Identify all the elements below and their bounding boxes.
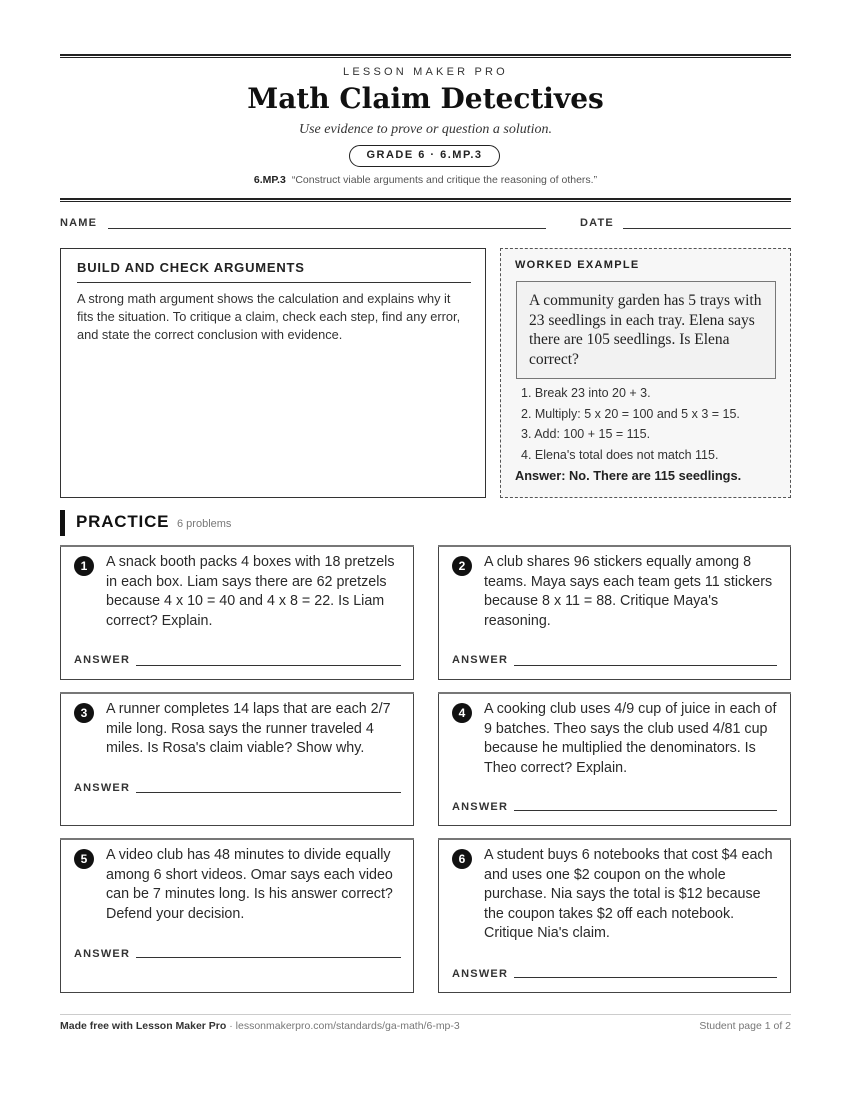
problem-number-badge: 4	[452, 703, 472, 723]
answer-line-2[interactable]	[514, 665, 777, 666]
worked-step: 2. Multiply: 5 x 20 = 100 and 5 x 3 = 15.	[521, 406, 740, 421]
problem-card-1	[60, 545, 414, 680]
footer-divider	[60, 1014, 791, 1015]
answer-line-5[interactable]	[136, 957, 401, 958]
problem-text: A club shares 96 stickers equally among 8 teams. Maya says each team gets 11 stickers because 8 x 11 = 88. Critique Maya's reasoning.	[484, 554, 773, 629]
answer-label: ANSWER	[452, 968, 509, 980]
answer-line-3[interactable]	[136, 792, 401, 793]
practice-count: 6 problems	[177, 518, 232, 530]
problem-number-badge: 5	[74, 849, 94, 869]
build-check-body: A strong math argument shows the calculation and explains why it fits the situation. To critique a claim, check each step, find any error, and state the correct conclusion with evidence.	[77, 291, 461, 342]
footer-credit	[60, 1020, 460, 1032]
footer-made-with: Made free with Lesson Maker Pro	[60, 1020, 227, 1032]
worked-step: 4. Elena's total does not match 115.	[521, 447, 719, 462]
name-field[interactable]	[108, 228, 546, 229]
answer-label: ANSWER	[452, 801, 509, 813]
worked-example-steps	[521, 383, 740, 465]
practice-title: PRACTICE	[76, 512, 170, 531]
standard-text: “Construct viable arguments and critique the reasoning of others.”	[291, 174, 598, 186]
header-top-rule	[60, 54, 791, 58]
answer-line-6[interactable]	[514, 977, 777, 978]
worked-step: 1. Break 23 into 20 + 3.	[521, 386, 651, 400]
answer-label: ANSWER	[74, 948, 131, 960]
footer-page-number: Student page 1 of 2	[699, 1020, 791, 1032]
answer-label: ANSWER	[74, 782, 131, 794]
page-subtitle: Use evidence to prove or question a solution.	[299, 122, 552, 137]
problem-number-badge: 1	[74, 556, 94, 576]
answer-line-4[interactable]	[514, 810, 777, 811]
answer-label: ANSWER	[452, 654, 509, 666]
header-bottom-rule	[60, 198, 791, 202]
grade-badge: GRADE 6 · 6.MP.3	[349, 145, 500, 167]
worked-example-title: WORKED EXAMPLE	[515, 259, 640, 271]
date-field[interactable]	[623, 228, 791, 229]
answer-label: ANSWER	[74, 654, 131, 666]
worksheet-page	[60, 0, 791, 1100]
build-check-title: BUILD AND CHECK ARGUMENTS	[77, 260, 305, 275]
problem-card-6	[438, 838, 791, 993]
answer-line-1[interactable]	[136, 665, 401, 666]
problem-text: A cooking club uses 4/9 cup of juice in each of 9 batches. Theo says the club used 4/81 cup because he multiplied the denominators. Is Theo correct? Explain.	[484, 701, 777, 776]
problem-text: A snack booth packs 4 boxes with 18 pretzels in each box. Liam says there are 62 pretzels because 4 x 10 = 40 and 4 x 8 = 22. Is Liam correct? Explain.	[106, 554, 395, 629]
problem-text: A student buys 6 notebooks that cost $4 each and uses one $2 coupon on the whole purchase. Nia says the total is $12 because the coupon takes $2 off each notebook. Critique Nia's claim.	[484, 847, 773, 941]
brand-name: LESSON MAKER PRO	[343, 66, 508, 78]
problem-card-5	[60, 838, 414, 993]
problem-card-3	[60, 692, 414, 826]
worked-example-answer: Answer: No. There are 115 seedlings.	[515, 468, 742, 483]
problem-number-badge: 6	[452, 849, 472, 869]
worked-step: 3. Add: 100 + 15 = 115.	[521, 427, 651, 441]
problem-number-badge: 2	[452, 556, 472, 576]
problem-card-2	[438, 545, 791, 680]
date-label: DATE	[580, 217, 614, 229]
page-title: Math Claim Detectives	[247, 82, 604, 115]
worked-example-problem: A community garden has 5 trays with 23 seedlings in each tray. Elena says there are 105 seedlings. Is Elena correct?	[516, 281, 776, 379]
problem-text: A runner completes 14 laps that are each 2/7 mile long. Rosa says the runner traveled 4 miles. Is Rosa's claim viable? Show why.	[106, 701, 391, 756]
name-label: NAME	[60, 217, 98, 229]
standard-line	[60, 174, 791, 186]
worked-example-box	[500, 248, 791, 498]
practice-accent-bar	[60, 510, 65, 536]
standard-code: 6.MP.3	[253, 174, 286, 186]
build-check-divider	[77, 282, 471, 283]
problem-card-4	[438, 692, 791, 826]
build-check-box	[60, 248, 486, 498]
problem-number-badge: 3	[74, 703, 94, 723]
footer-url: · lessonmakerpro.com/standards/ga-math/6-mp-3	[226, 1020, 460, 1032]
problem-text: A video club has 48 minutes to divide equally among 6 short videos. Omar says each video can be 7 minutes long. Is his answer correct? Defend your decision.	[106, 847, 393, 922]
